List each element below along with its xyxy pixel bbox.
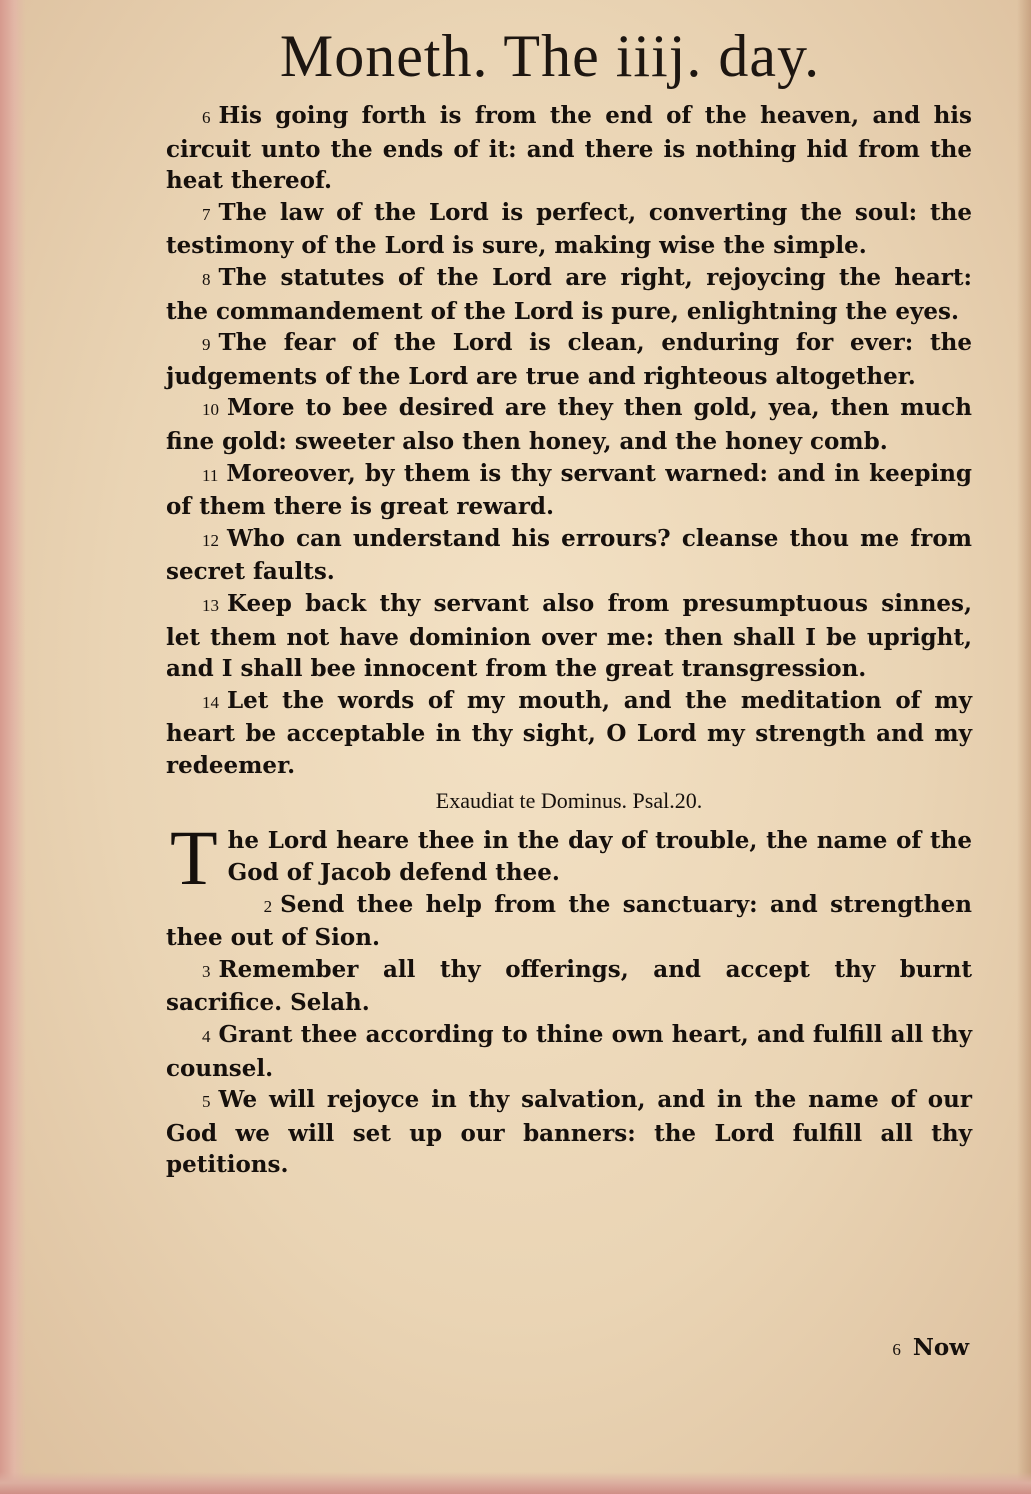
- verse-number: 5: [202, 1092, 211, 1112]
- verse-number: 2: [263, 896, 273, 916]
- verse-text: Keep back thy servant also from presumptuous sinnes, let them not have dominion over me: then shall I be upright, and I shall bee innocent from the great transgression.: [166, 589, 972, 683]
- verse: [166, 889, 972, 954]
- verse-text: The law of the Lord is perfect, converting the soul: the testimony of the Lord is sure, making wise the simple.: [166, 198, 972, 260]
- verse: [166, 814, 972, 902]
- verse-number: 4: [202, 1027, 211, 1047]
- verse: [166, 327, 972, 392]
- verse-text: he Lord heare thee in the day of trouble, the name of the God of Jacob defend thee.: [227, 827, 972, 887]
- verse: [166, 197, 972, 262]
- page-edge-bottom: [0, 1472, 1031, 1494]
- drop-cap: T: [170, 814, 218, 902]
- verse-text: The statutes of the Lord are right, rejoycing the heart: the commandement of the Lord is pure, enlightning the eyes.: [166, 263, 972, 325]
- verse: [166, 523, 972, 588]
- verse-text: Who can understand his errours? cleanse thou me from secret faults.: [166, 524, 972, 586]
- page-edge-left: [0, 0, 26, 1494]
- verse-number: 9: [202, 335, 211, 355]
- verse-text: His going forth is from the end of the heaven, and his circuit unto the ends of it: and there is nothing hid from the heat thereof.: [166, 102, 972, 195]
- verse-text: We will rejoyce in thy salvation, and in the name of our God we will set up our banners: the Lord fulfill all thy petitions.: [166, 1086, 972, 1179]
- verse-number: 13: [202, 595, 219, 615]
- verse: [166, 1019, 972, 1084]
- verse-text: Moreover, by them is thy servant warned: and in keeping of them there is great reward.: [166, 459, 972, 521]
- verse-text: Send thee help from the sanctuary: and strengthen thee out of Sion.: [166, 890, 972, 952]
- verse: [166, 1084, 972, 1181]
- verse-text: The fear of the Lord is clean, enduring for ever: the judgements of the Lord are true and righteous altogether.: [166, 329, 972, 390]
- psalm-heading: Exaudiat te Dominus. Psal.20.: [435, 788, 703, 814]
- verse: [166, 392, 972, 457]
- catchword-number: 6: [892, 1340, 901, 1359]
- verse-number: 10: [202, 400, 219, 420]
- verse-number: 8: [202, 269, 211, 289]
- verse-number: 3: [202, 961, 211, 981]
- verse-text: Grant thee according to thine own heart, and fulfill all thy counsel.: [166, 1021, 972, 1082]
- verse-number: 6: [202, 108, 211, 127]
- verse-text: More to bee desired are they then gold, yea, then much fine gold: sweeter also then honey, and the honey comb.: [166, 394, 972, 455]
- verse-text: Remember all thy offerings, and accept thy burnt sacrifice. Selah.: [166, 955, 972, 1017]
- page-edge-right: [1017, 0, 1031, 1494]
- verse-number: 7: [202, 204, 211, 224]
- verse-number: 12: [202, 530, 219, 550]
- catchword: [892, 1334, 969, 1361]
- verse: [166, 954, 972, 1019]
- verse: [166, 685, 972, 782]
- verse-text: Let the words of my mouth, and the meditation of my heart be acceptable in thy sight, O Lord my strength and my redeemer.: [166, 686, 972, 779]
- verse: [166, 588, 972, 685]
- verse: [166, 262, 972, 327]
- verse: [166, 100, 972, 197]
- verse-number: 11: [202, 465, 219, 485]
- running-header: Moneth. The iiij. day.: [279, 23, 821, 89]
- catchword-text: Now: [912, 1334, 969, 1361]
- verse: [166, 458, 972, 523]
- main-text-column: [166, 100, 972, 1181]
- verse-number: 14: [202, 692, 219, 712]
